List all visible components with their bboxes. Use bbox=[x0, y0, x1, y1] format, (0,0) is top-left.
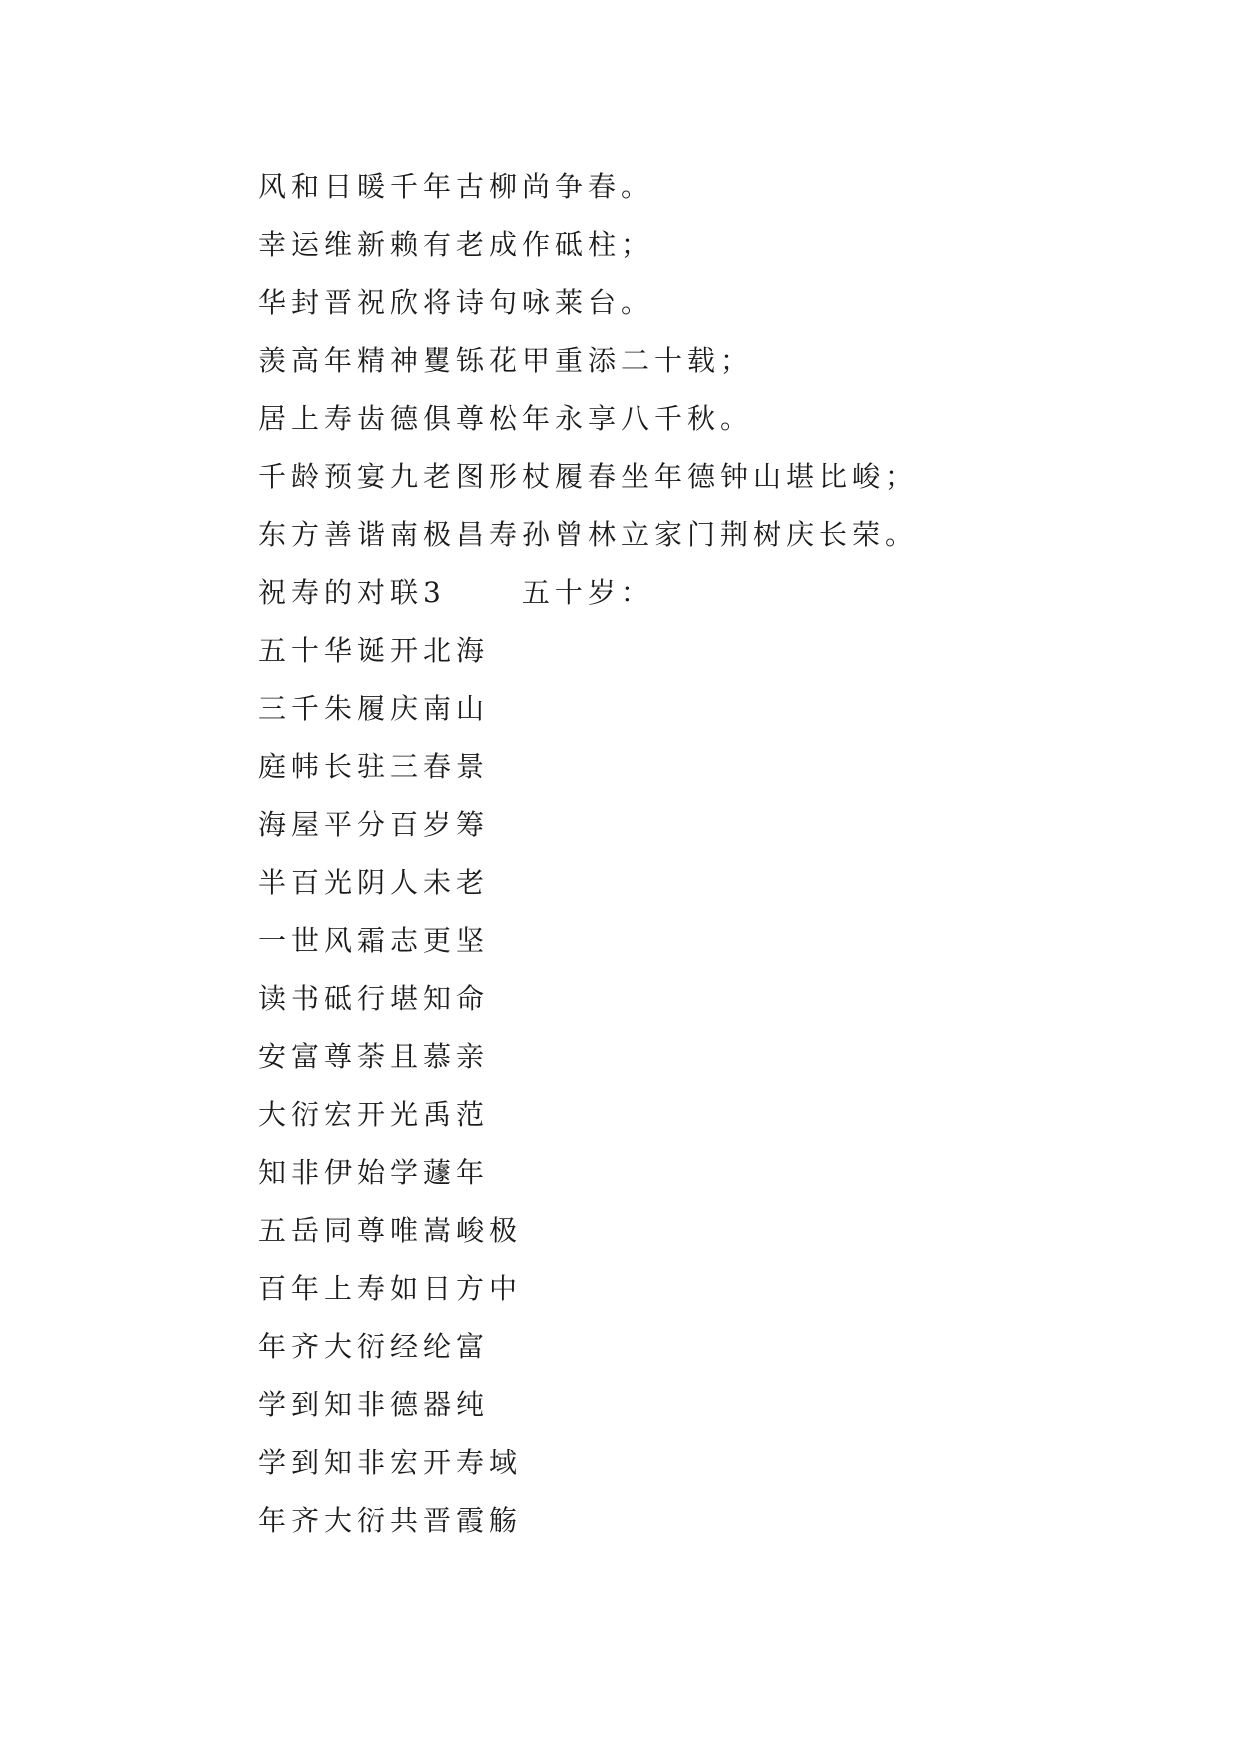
couplet-line: 千龄预宴九老图形杖履春坐年德钟山堪比峻； bbox=[258, 460, 919, 493]
couplet-line: 年齐大衍经纶富 bbox=[258, 1330, 490, 1363]
couplet-line: 居上寿齿德俱尊松年永享八千秋。 bbox=[258, 402, 754, 435]
couplet-line: 大衍宏开光禹范 bbox=[258, 1098, 490, 1131]
couplet-line: 知非伊始学蘧年 bbox=[258, 1156, 490, 1189]
couplet-line: 五十华诞开北海 bbox=[258, 634, 490, 667]
section-subtitle: 五十岁： bbox=[521, 576, 654, 609]
couplet-line: 庭帏长驻三春景 bbox=[258, 750, 490, 783]
couplet-line: 幸运维新赖有老成作砥柱； bbox=[258, 228, 655, 261]
couplet-line: 羡高年精神矍铄花甲重添二十载； bbox=[258, 344, 754, 377]
section-heading bbox=[258, 564, 1158, 622]
couplet-line: 风和日暖千年古柳尚争春。 bbox=[258, 170, 655, 203]
couplet-line: 华封晋祝欣将诗句咏莱台。 bbox=[258, 286, 655, 319]
document-body bbox=[258, 158, 1158, 1550]
couplet-line: 半百光阴人未老 bbox=[258, 866, 490, 899]
section-title: 祝寿的对联3 bbox=[258, 576, 446, 609]
couplet-line: 东方善谐南极昌寿孙曾林立家门荆树庆长荣。 bbox=[258, 518, 919, 551]
couplet-line: 海屋平分百岁筹 bbox=[258, 808, 490, 841]
couplet-line: 安富尊荼且慕亲 bbox=[258, 1040, 490, 1073]
couplet-line: 年齐大衍共晋霞觞 bbox=[258, 1504, 523, 1537]
couplet-line: 一世风霜志更坚 bbox=[258, 924, 490, 957]
couplet-line: 读书砥行堪知命 bbox=[258, 982, 490, 1015]
couplet-line: 三千朱履庆南山 bbox=[258, 692, 490, 725]
couplet-line: 五岳同尊唯嵩峻极 bbox=[258, 1214, 523, 1247]
couplet-line: 学到知非宏开寿域 bbox=[258, 1446, 523, 1479]
couplet-line: 学到知非德器纯 bbox=[258, 1388, 490, 1421]
couplet-line: 百年上寿如日方中 bbox=[258, 1272, 523, 1305]
